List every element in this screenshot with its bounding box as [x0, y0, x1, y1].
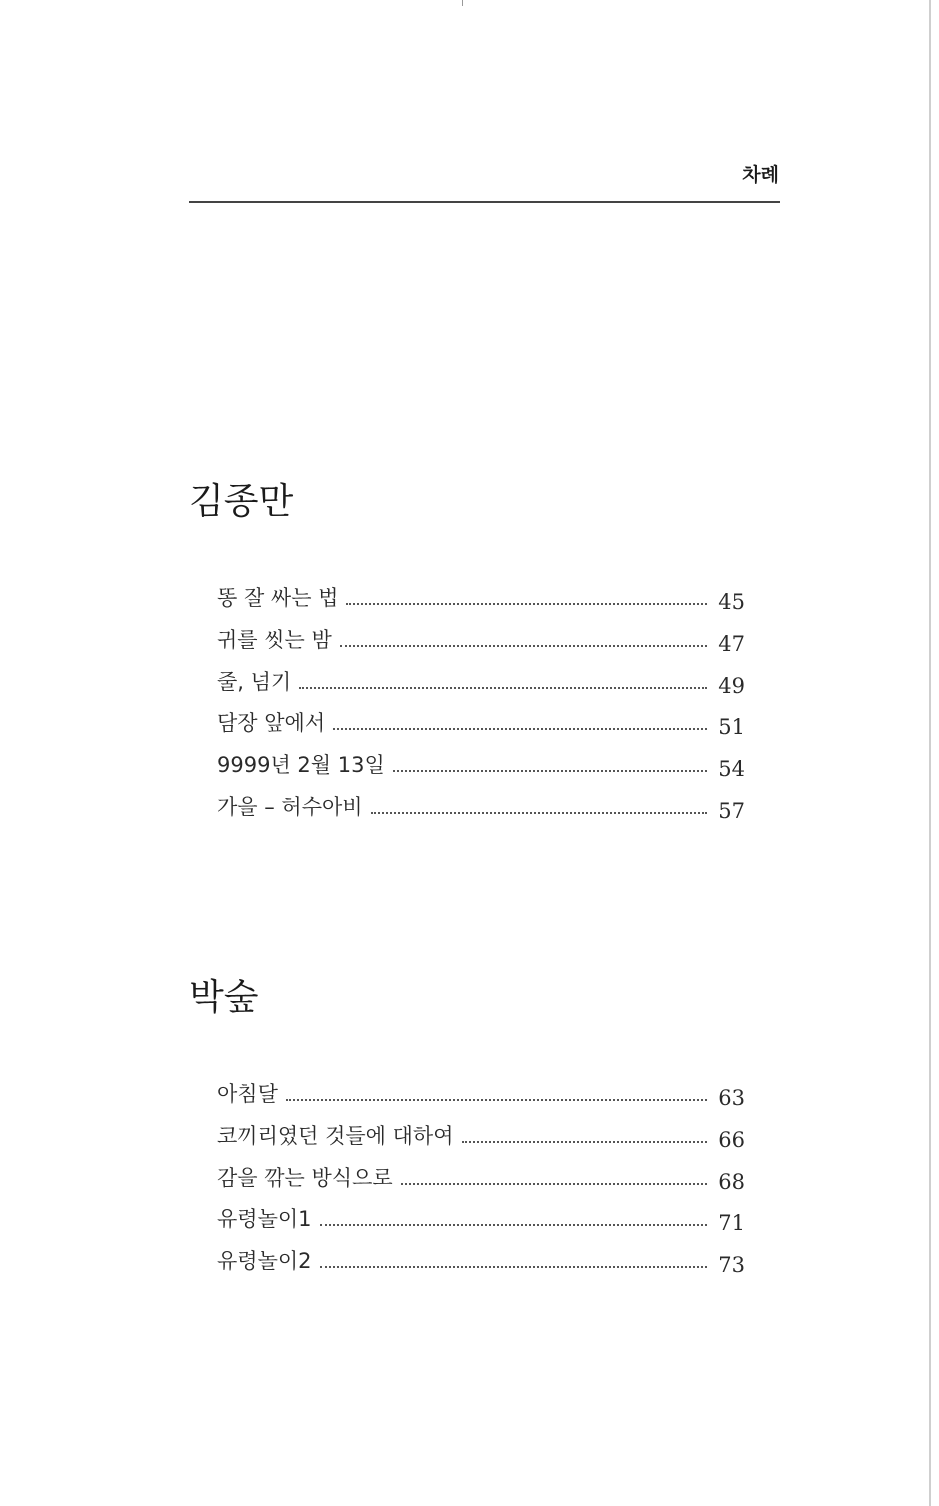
toc-entry-page: 71 — [718, 1211, 745, 1236]
section-title: 박숲 — [189, 977, 259, 1018]
leader-dots — [401, 1183, 707, 1185]
leader-dots — [286, 1099, 707, 1101]
toc-entry[interactable] — [217, 749, 745, 791]
leader-dots — [320, 1224, 707, 1226]
toc-entry[interactable] — [217, 707, 745, 749]
toc-entry-title: 가을 – 허수아비 — [217, 794, 363, 819]
leader-dots — [393, 770, 707, 772]
leader-dots — [371, 812, 707, 814]
toc-entry-title: 아침달 — [217, 1082, 278, 1106]
toc-entry-page: 49 — [718, 673, 745, 698]
toc-entry-title: 유령놀이2 — [217, 1249, 312, 1274]
toc-list — [217, 582, 745, 833]
leader-dots — [333, 728, 707, 730]
toc-entry-page: 68 — [718, 1169, 745, 1194]
section-title: 김종만 — [189, 481, 294, 522]
toc-entry[interactable] — [217, 1245, 745, 1287]
toc-list — [217, 1078, 745, 1287]
crop-mark — [462, 0, 463, 6]
toc-entry-page: 45 — [718, 590, 745, 614]
toc-section-park-sup — [189, 977, 749, 1278]
toc-entry-title: 담장 앞에서 — [217, 711, 326, 736]
toc-entry[interactable] — [217, 1203, 745, 1245]
toc-entry-title: 줄, 넘기 — [217, 669, 292, 694]
leader-dots — [346, 603, 707, 605]
leader-dots — [462, 1141, 708, 1143]
toc-entry-page: 73 — [718, 1253, 745, 1278]
toc-entry-title: 유령놀이1 — [217, 1207, 312, 1232]
toc-entry-title: 코끼리였던 것들에 대하여 — [217, 1123, 454, 1148]
toc-entry[interactable] — [217, 582, 745, 624]
toc-entry-title: 감을 깎는 방식으로 — [217, 1165, 393, 1190]
toc-entry[interactable] — [217, 624, 745, 666]
leader-dots — [320, 1266, 707, 1268]
toc-entry-page: 57 — [718, 798, 745, 823]
toc-entry[interactable] — [217, 1120, 745, 1162]
toc-entry-title: 9999년 2월 13일 — [217, 753, 385, 778]
toc-entry-page: 47 — [718, 631, 745, 656]
toc-entry-page: 54 — [718, 757, 745, 782]
leader-dots — [340, 645, 707, 647]
toc-entry[interactable] — [217, 1078, 745, 1120]
page-header-title: 차례 — [742, 164, 779, 186]
leader-dots — [299, 687, 707, 689]
toc-entry-title: 귀를 씻는 밤 — [217, 627, 332, 652]
toc-entry[interactable] — [217, 666, 745, 708]
header-divider — [189, 201, 780, 203]
toc-entry-page: 63 — [718, 1086, 745, 1110]
toc-entry-page: 66 — [718, 1127, 745, 1152]
toc-entry[interactable] — [217, 791, 745, 833]
toc-entry-title: 똥 잘 싸는 법 — [217, 586, 339, 610]
toc-entry-page: 51 — [718, 715, 745, 740]
toc-entry[interactable] — [217, 1162, 745, 1204]
toc-section-kim-jongman — [189, 481, 749, 823]
